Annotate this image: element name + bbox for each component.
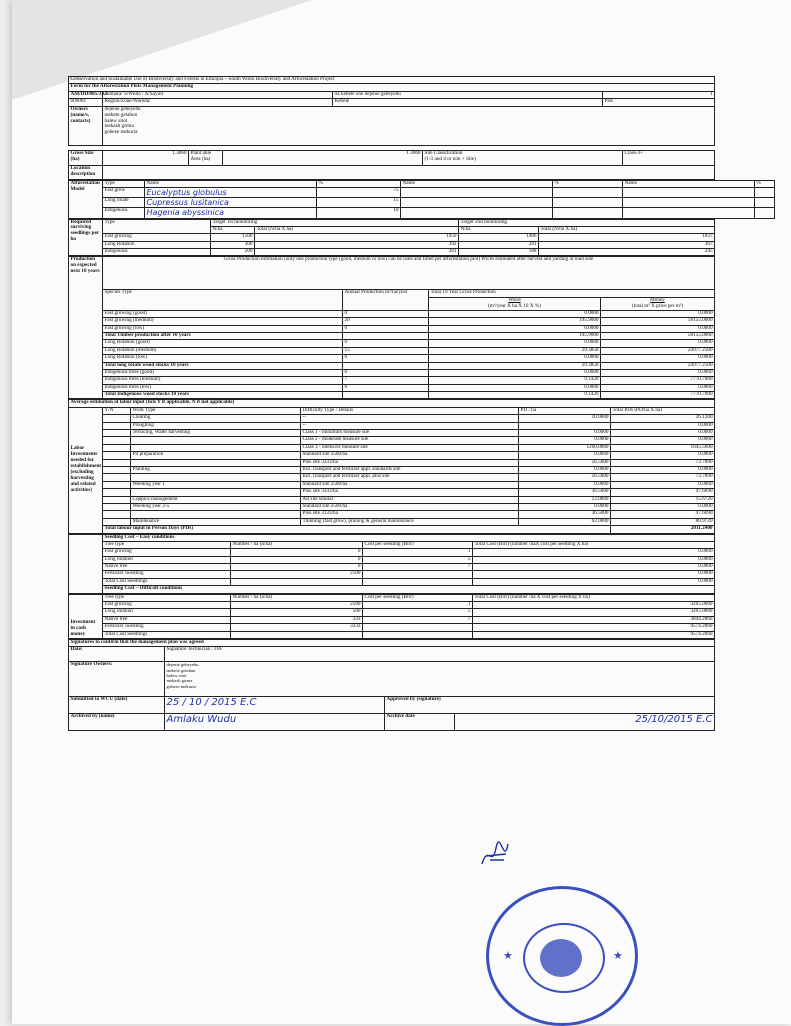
form-title: Form for the Afforestation Plots Management Planning [69, 84, 715, 91]
seedling-cost [363, 571, 473, 578]
labor-work: Planting [131, 467, 301, 474]
seedling-tree: Fast growing [103, 602, 231, 609]
labor-pd: 0.0000 [519, 481, 611, 488]
labor-total: 1645.5600 [611, 444, 715, 451]
plantable-value: 1.3060 [223, 150, 423, 165]
model-col-pct: % [317, 180, 401, 187]
seedling-total: 3044.2860 [473, 616, 715, 623]
labor-diff: -- [301, 415, 519, 422]
seedling-cost: 5 [363, 556, 473, 563]
production-money: 0.0000 [601, 355, 715, 362]
production-label: Production on expected next 10 years [69, 257, 103, 399]
production-row-name: Indigenous trees (low) [103, 384, 343, 391]
labor-total: 47.6690 [611, 489, 715, 496]
survival-t2: 367 [539, 241, 715, 248]
owners-signature-list [165, 662, 715, 697]
owner-name: gobeze mekuria [166, 683, 196, 689]
model-pct: 75 [317, 187, 401, 197]
labor-total-label: Total labour input in Person Days (PDs) [103, 526, 611, 533]
seedling-cost: 1 [363, 602, 473, 609]
labor-pd: 56.5000 [519, 459, 611, 466]
investment-label: Investment in cash money [69, 594, 103, 638]
labor-pd: 0.0000 [519, 430, 611, 437]
labor-diff: Class 2 - moderate measure site [301, 437, 519, 444]
owners-list [103, 106, 715, 145]
labor-total: 0.0000 [611, 430, 715, 437]
model-pct: 15 [317, 198, 401, 208]
seedling-num: 0 [231, 564, 363, 571]
survival-type: Indigenous [103, 249, 211, 256]
model-label: Afforestation Model [69, 180, 103, 218]
signatures-table [68, 639, 715, 731]
production-annual: 20 [343, 318, 429, 325]
species-col: Species Type [103, 290, 343, 310]
production-annual: 0 [343, 340, 429, 347]
seedling-cost: 7 [363, 564, 473, 571]
production-money: 7770.7000 [601, 392, 715, 399]
site-class-hint: (1-3 and 4 or non + Site) [424, 155, 476, 162]
survival-t1: 261 [255, 249, 459, 256]
survival-n2: 281 [459, 241, 539, 248]
model-col-name: Name [145, 180, 317, 187]
seedling-num: 333 [231, 616, 363, 623]
kebele-label: Kebele [333, 99, 603, 106]
production-row-name: Total Indigenous wood stocks 10 years [103, 392, 343, 399]
labor-pd: 12.0000 [519, 496, 611, 503]
labor-work: Terracing, Water harvesting [131, 430, 301, 437]
labor-pd: 62.0000 [519, 518, 611, 525]
target2-nha: N/ha [459, 226, 539, 233]
archive-date-label: Archive date [385, 714, 455, 731]
plot-code-2: 609001 [69, 99, 103, 106]
archive-date-value: 25/10/2015 E.C [455, 714, 715, 731]
seedling-cost [363, 624, 473, 631]
production-row-name: Indigenous trees (medium) [103, 377, 343, 384]
seedling-col-tree: Tree type [103, 594, 231, 601]
header-table [68, 76, 715, 146]
labor-total-value: 2011.2400 [611, 526, 715, 533]
archived-name: Amlaku Wudu [165, 714, 385, 731]
location-value [103, 165, 715, 179]
annual-col: Annual Production m³/ha/year [343, 290, 429, 310]
survival-label: Required surviving seedlings per ha [69, 219, 103, 256]
labor-col-work: Work Type [131, 407, 301, 414]
labor-pd: 0.0000 [519, 503, 611, 510]
plot-code: AM/DD/085/3X3 [70, 90, 108, 97]
seedling-num: 2500 [231, 571, 363, 578]
model-type: Long rotate [103, 198, 145, 208]
survival-type: Long Rotation [103, 241, 211, 248]
production-annual: 0 [343, 310, 429, 317]
labor-diff: Class 3 - intensive measure site [301, 444, 519, 451]
labor-diff: Class 1 - minimum measure site [301, 430, 519, 437]
labor-total: 0.0000 [611, 481, 715, 488]
owner-name: balew sitot [104, 117, 128, 124]
production-wood: 0.0000 [429, 384, 601, 391]
labor-total: 0.0000 [611, 452, 715, 459]
wood-title: Wood [508, 296, 521, 303]
seedling-col-cost: Cost per seedling (Birr) [363, 594, 473, 601]
labor-diff: Plus site 3333/ha [301, 489, 519, 496]
production-row-name: Indigenous trees (good) [103, 369, 343, 376]
seedling-tree: Native tree [103, 564, 231, 571]
seedling-easy-title: Seedling Cost – Easy conditions [103, 534, 715, 541]
labor-work [131, 459, 301, 466]
seedling-num [231, 631, 363, 638]
production-money: 58155.0000 [601, 318, 715, 325]
kebele-value: 04 kebele one dejenie gebeyehu [333, 91, 603, 98]
labor-diff: Thinning (fast grow), pruning & general maintenance [301, 518, 519, 525]
production-wood: 0.0000 [429, 369, 601, 376]
project-title: Conservation and Sustainable Use of Biodiversity and Forests in Ethiopia – South Wollo Biodiversity and Afforestation Project [69, 77, 715, 84]
labor-work: Coppice management [131, 496, 301, 503]
production-annual [343, 332, 429, 339]
owner-name: gobeze mekuria [104, 129, 138, 136]
archived-label: Archived by (name) [69, 714, 165, 731]
labor-diff: Incl. transport and fertilizer appl. standards site [301, 467, 519, 474]
labor-work: Weeding year 1 [131, 481, 301, 488]
model-type: Fast grow [103, 187, 145, 197]
survival-t2: 245 [539, 249, 715, 256]
total-col: Total 10 Year Gross Production [429, 290, 715, 297]
seedling-tree: Long rotation [103, 609, 231, 616]
labor-label: Labor Investments needed for establishment (excluding harvesting and related activities) [69, 407, 103, 533]
approved-label: Approved by (signature) [385, 697, 715, 714]
seedling-col-total: Total Cost (Birr) (number /ha X cost per seedling X ha) [473, 594, 715, 601]
production-money: 0.0000 [601, 310, 715, 317]
model-col-name-3: Name [623, 180, 755, 187]
seedling-total: 9574.2860 [473, 631, 715, 638]
seedling-cost: 5 [363, 609, 473, 616]
production-wood: 0.0000 [429, 340, 601, 347]
production-annual: 0 [343, 384, 429, 391]
seedling-col-cost: Cost per seedling (Birr) [363, 541, 473, 548]
plantable-label: Plant able Area (ha) [189, 150, 223, 165]
labor-work [131, 489, 301, 496]
site-class-label [423, 150, 623, 165]
survival-n2: 1406 [459, 234, 539, 241]
model-species-name: Cupressus lusitanica [145, 198, 317, 208]
survival-t1: 392 [255, 241, 459, 248]
production-annual: 0 [343, 325, 429, 332]
seedling-total: 0.0000 [473, 571, 715, 578]
labor-pd: 0.0000 [519, 467, 611, 474]
labor-diff: Incl. transport and fertilizer appl. plus site [301, 474, 519, 481]
seedling-tree: Fast growing [103, 549, 231, 556]
production-money: 58155.0000 [601, 332, 715, 339]
seedling-num: 2500 [231, 602, 363, 609]
seedling-num: 0 [231, 556, 363, 563]
production-wood: 9.1420 [429, 377, 601, 384]
owner-name: mekash girma [104, 123, 134, 130]
site-class-value: Class-3+ [623, 150, 715, 165]
labor-pd: 56.5000 [519, 474, 611, 481]
owner-name: balew sitot [166, 672, 187, 678]
labor-work: Clearing [131, 415, 301, 422]
seedling-num [231, 578, 363, 585]
seedling-difficult-table [68, 594, 715, 639]
labor-work: Maintenance [131, 518, 301, 525]
seedling-total: 0.0000 [473, 556, 715, 563]
seedling-col-num: Number / ha (n/ha) [231, 541, 363, 548]
target1-nha: N/ha [211, 226, 255, 233]
production-wood: 0.0000 [429, 355, 601, 362]
labor-diff: All site similar [301, 496, 519, 503]
stamp-star-icon: ★ [613, 950, 623, 962]
labor-diff: Standard site 2500/ha [301, 503, 519, 510]
labor-pd: 0.0000 [519, 452, 611, 459]
seedling-tree: Native tree [103, 616, 231, 623]
production-row-name: Total Timber production after 10 years [103, 332, 343, 339]
production-note: Gross Production estimation (only one production type (good, medium or low) can be used and filled per afforestation plot) Prices estimated after harvest and yarding at road side [103, 257, 715, 290]
production-wood: 29.3850 [429, 347, 601, 354]
production-row-name: Fast growing (medium) [103, 318, 343, 325]
model-col-pct-2: % [553, 180, 623, 187]
labor-work: Pit preparation [131, 452, 301, 459]
region-label: Region/Zone/Woreda/ [103, 99, 333, 106]
seedling-total: 3265.0000 [473, 602, 715, 609]
production-table [68, 256, 715, 399]
owners-signature-label: Signature Owners: [69, 662, 165, 697]
labor-title: Average estimation of labor input (tick Y if applicable, N if not applicable) [69, 400, 715, 407]
model-col-name-2: Name [401, 180, 553, 187]
production-money: 0.0000 [601, 369, 715, 376]
page-number: 1 [603, 91, 715, 98]
labor-col-total: Total PDs (PD/ha X ha) [611, 407, 715, 414]
labor-total: 0.0000 [611, 467, 715, 474]
seedling-total: 0.0000 [473, 549, 715, 556]
model-table [68, 180, 775, 219]
production-row-name: Long Rotation (low) [103, 355, 343, 362]
survival-n2: 188 [459, 249, 539, 256]
labor-pd: 1260.0000 [519, 444, 611, 451]
region-value: Amhara/ S/Wollo / A/Sayint [103, 91, 333, 98]
production-row-name: Fast growing (low) [103, 325, 343, 332]
seedling-cost [363, 631, 473, 638]
production-row-name: Total long rotate wood stocks 10 years [103, 362, 343, 369]
target1-label: Target 1st monitoring [211, 219, 459, 226]
submitted-label: Submitted to WCU (date) [69, 697, 165, 714]
labor-diff: -- [301, 422, 519, 429]
survival-col-type: Type [103, 219, 211, 234]
seedling-easy-table [68, 534, 715, 594]
site-class-title: Site Classification [424, 149, 463, 156]
approval-signature [478, 838, 512, 872]
seedling-num: 0 [231, 549, 363, 556]
labor-total: 0.0000 [611, 422, 715, 429]
model-type: Indigenous [103, 208, 145, 218]
stamp-emblem-icon [540, 939, 582, 977]
seedling-total: 0.0000 [473, 578, 715, 585]
model-col-type: Type [103, 180, 145, 187]
official-stamp [486, 886, 638, 1026]
seedling-cost [363, 578, 473, 585]
production-money: 7770.7000 [601, 377, 715, 384]
production-annual: 0 [343, 369, 429, 376]
labor-work [131, 437, 301, 444]
production-money: 0.0000 [601, 325, 715, 332]
owner-name: dejenie gebeyehu [104, 105, 141, 112]
seedling-tree: Fertilizer /seedling [103, 571, 231, 578]
labor-total: 73.7890 [611, 459, 715, 466]
production-annual: 7 [343, 377, 429, 384]
money-col [601, 297, 715, 310]
production-wood: 195.9000 [429, 332, 601, 339]
wood-formula: (m³/year X ha X 10 X %) [488, 302, 541, 309]
labor-pd: 36.5000 [519, 489, 611, 496]
seedling-col-total: Total Cost (Birr) (number /haX cost per seedling X ha) [473, 541, 715, 548]
plot-label: Plot [603, 99, 715, 106]
location-label: Location description [69, 165, 103, 179]
owner-name: dejenie gebeyehu [166, 662, 199, 668]
survival-n1: 1500 [211, 234, 255, 241]
owner-name: mekete getahun [166, 667, 196, 673]
labor-total: 0.0000 [611, 503, 715, 510]
labor-pd: 20.0000 [519, 415, 611, 422]
seedling-difficult-title: Seedling Cost – Difficult conditions [103, 586, 715, 593]
production-annual: 15 [343, 347, 429, 354]
production-annual [343, 362, 429, 369]
production-money: 24977.2500 [601, 362, 715, 369]
survival-t2: 1837 [539, 234, 715, 241]
survival-t1: 1959 [255, 234, 459, 241]
production-wood: 0.0000 [429, 310, 601, 317]
labor-diff: Plus site 3333/ha [301, 511, 519, 518]
seedling-tree: Total Cost Seedlings [103, 578, 231, 585]
seedling-total: 9574.2860 [473, 624, 715, 631]
production-wood: 9.1420 [429, 392, 601, 399]
labor-pd: 0.0000 [519, 437, 611, 444]
labor-col-diff: Difficulty Type / Details [301, 407, 519, 414]
labor-col-pd: PD / ha [519, 407, 611, 414]
stamp-star-icon: ★ [503, 950, 513, 962]
money-title: Money [650, 296, 665, 303]
labor-diff: Standard site 2500/ha [301, 452, 519, 459]
seedling-total: 3265.0000 [473, 609, 715, 616]
seedling-col-num: Number / ha (n/ha) [231, 594, 363, 601]
seedling-cost: 1 [363, 549, 473, 556]
production-row-name: Long Rotation (medium) [103, 347, 343, 354]
survival-n1: 300 [211, 241, 255, 248]
labor-total: 80.9720 [611, 518, 715, 525]
production-annual: 0 [343, 355, 429, 362]
model-col-pct-3: % [755, 180, 775, 187]
production-wood: 195.9000 [429, 318, 601, 325]
owners-label: Owners (name/s, contacts) [69, 106, 103, 145]
labor-col-yn: Y/N [103, 407, 131, 414]
production-annual [343, 392, 429, 399]
labor-diff: Standard site 2500/ha [301, 481, 519, 488]
labor-total: 47.6690 [611, 511, 715, 518]
labor-total: 0.0000 [611, 437, 715, 444]
submitted-date: 25 / 10 / 2015 E.C [165, 697, 385, 714]
survival-table [68, 219, 715, 257]
labor-total: 26.1200 [611, 415, 715, 422]
survival-type: Fast growing [103, 234, 211, 241]
production-wood: 29.3850 [429, 362, 601, 369]
model-species-name: Eucalyptus globulus [145, 187, 317, 197]
labor-total: 15.6720 [611, 496, 715, 503]
seedling-cost: 7 [363, 616, 473, 623]
production-row-name: Long Rotation (good) [103, 340, 343, 347]
seedling-num: 500 [231, 609, 363, 616]
model-pct: 10 [317, 208, 401, 218]
production-row-name: Fast growing (good) [103, 310, 343, 317]
date-label: Date: [69, 647, 165, 662]
target2-label: Target 2nd monitoring [459, 219, 715, 226]
target2-total: Total (N/ha X ha) [539, 226, 715, 233]
production-money: 0.0000 [601, 340, 715, 347]
seedling-num: 3333 [231, 624, 363, 631]
survival-n1: 200 [211, 249, 255, 256]
seedling-total: 0.0000 [473, 564, 715, 571]
seedling-tree: Long rotation [103, 556, 231, 563]
technician-label: Signature Technician / DA [165, 647, 715, 662]
labor-diff: Plus site 3333/ha [301, 459, 519, 466]
seedling-tree: Fertilizer /seedling [103, 624, 231, 631]
wood-col [429, 297, 601, 310]
labor-pd: 36.5000 [519, 511, 611, 518]
gross-size-label: Gross Size (ha) [69, 150, 103, 165]
production-wood: 0.0000 [429, 325, 601, 332]
money-formula: (total m³ X price per m³) [631, 302, 684, 309]
target1-total: Total (N/ha X ha) [255, 226, 459, 233]
owner-name: mekete getahun [104, 111, 138, 118]
owner-name: mekash girma [166, 678, 193, 684]
management-plan-form [68, 76, 761, 731]
labor-table [68, 399, 715, 533]
site-table [68, 150, 715, 180]
production-money: 0.0000 [601, 384, 715, 391]
seedling-col-tree: Tree type [103, 541, 231, 548]
signatures-title: Signatures to confirm that the management plan was agreed [69, 639, 715, 646]
production-money: 24977.2500 [601, 347, 715, 354]
labor-work: Ploughing [131, 422, 301, 429]
labor-total: 73.7890 [611, 474, 715, 481]
seedling-tree: Total Cost Seedlings [103, 631, 231, 638]
gross-size-value: 1.3060 [103, 150, 189, 165]
model-species-name: Hagenia abyssinica [145, 208, 317, 218]
labor-work: Weeding year 2-5 [131, 503, 301, 510]
